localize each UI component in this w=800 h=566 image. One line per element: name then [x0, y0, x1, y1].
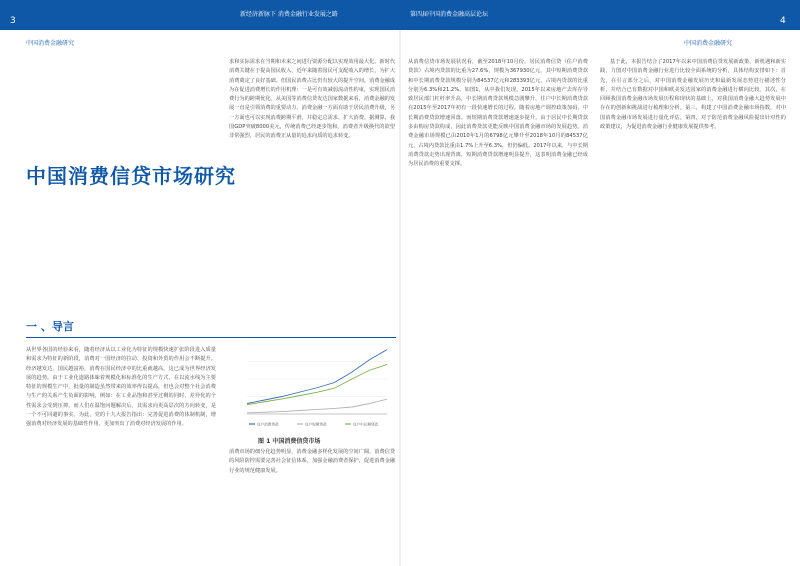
section-rule: [26, 337, 396, 338]
consumer-credit-chart: [229, 340, 392, 430]
series-line-0: [247, 350, 387, 404]
banner-text: 新经济新脉下 消费金融行业发展之路: [240, 11, 338, 18]
page-title: 中国消费信贷市场研究: [26, 164, 236, 188]
text-column-3: 消费市场的细分化趋势明显，消费金融多样化发展的空间广阔。消费信贷的风险防控需要完善社会征信体系，加强金融消费者保护，促进消费金融行业的规范健康发展。: [229, 449, 395, 474]
running-head-right: 中国消费金融研究: [684, 40, 733, 47]
running-head: 中国消费金融研究: [26, 40, 75, 47]
right-text-column-1: 从消费信贷市场发展状况看，截至2018年10月份，居民消费信贷（住户消费贷款）占境内贷款的比重为27.6%，规模为367930亿元，其中短期消费贷款和中长期消费贷款规模分别为84537亿元和283393亿元，占境内贷款的比重分别为6.3%和21.2%。如图1，从中我们发现，2015年以来房地产去库存导致居民部门杠杆率升高，中长期消费贷款规模急剧攀升，住户中长期消费贷款在2015年至2017年初有一段快速增长的过程，随着房地产调控政策加码，中长期消费贷款增速回落。而短期消费贷款增速逐步提升。由于居民中长期贷款多由购房贷款构成，因此消费贷款更能反映中国消费金融市场的发展趋势。消费金融市场规模已由2010年1月的6798亿元攀升至2018年10月的84537亿元，占境内贷款比重由1.7%上升至6.3%，但仍偏低。2017年以来，与中长期消费贷款走势出现背离，短期消费贷款增速明显提升，这表明消费金融已经成为居民消费的重要支撑。: [408, 59, 588, 168]
right-text-column-2: 基于此，本报告结合了2017年以来中国消费信贷发展新政策、新机遇和新实践，力图对中国消费金融行业进行比较全面系统的分析，具体结构安排如下：首先，在引言部分之后，对中国消费金融发展历史和最新发展态势进行描述性分析，并结合已有数据对中国和欧美发达国家的消费金融进行横向比较。其次，在回顾我国消费金融市场发展历程和现状的基础上，对我国消费金融大趋势发展中存在的创新和挑战进行梳理和分析。第三，构建了中国消费金融市场指数，对中国消费金融市场发展进行量化评估。第四，对于防范消费金融风险提出针对性的政策建议，为促进消费金融行业健康发展提供参考。: [600, 59, 786, 131]
legend-label: 住户短期贷款: [305, 422, 327, 427]
series-line-2: [247, 364, 387, 404]
page-number: 3: [10, 16, 16, 26]
figure-caption: 图 1 中国消费信贷市场: [258, 438, 321, 445]
text-column-2: 求和实际需求在当期和未来之间进行资源分配以实现效用最大化。新时代消费关键在于提高国民收入，近年来随着国民可支配收入的增长，为扩大消费奠定了良好基础。但国民消费占比仍有较大的提升空间。消费金融成为在促进消费增长的作用机理：一是可有效减弱流动性约束，实现国民消费行为的跨期优化。从美国等消费信贷发达国家数据来看，消费金融的发展一直是引领消费的重要动力。消费金融一方面有助于居民消费升级，另一方面也可以实现消费跨期平滑，并稳定总需求、扩大消费。据测算，我国GDP突破8000美元，传统消费已经逐步饱和，消费者升级换代的欲望非常强烈，居民的消费正从量的追求向质的追求转变。: [229, 59, 395, 140]
header-bar-right: [400, 0, 800, 30]
text-column-1: 从世界各国的经验来看，随着经济从以工业化为特征的规模快速扩张阶段进入质量和需求为特征的新阶段，消费对一国经济的拉动、投资和外贸的作用会不断提升。经济越发达，国民越富裕，消费在国民经济中的比重就越高，这已成为世界经济发展的趋势。由于工业化道路体味着规模化和标准化的生产方式，在以流水线为主要特征的规模生产中，批量的制造虽然带来的效率得以提高，但也会对整个社会消费与生产的关系产生负面的影响，例如：在工业品饱和甚至过剩的同时，差异化的个性需求会受到压抑，而人们在温饱问题解决后，其需求向更高层次的方向转变，是一个不可回避的事实。为此，党的十九大报告指出：完善促进消费的体制机制，增强消费对经济发展的基础性作用，更加突出了消费对经济发展的作用。: [26, 347, 216, 428]
section-heading: 一 、导言: [26, 320, 74, 333]
legend-label: 住户消费贷款: [257, 422, 279, 427]
banner-text-right: 第四届中国消费金融高层论坛: [410, 11, 489, 18]
page-number-right: 4: [780, 16, 786, 26]
legend-label: 住户中长期贷款: [353, 422, 379, 427]
right-page: [400, 0, 800, 566]
header-bar: [0, 0, 400, 30]
